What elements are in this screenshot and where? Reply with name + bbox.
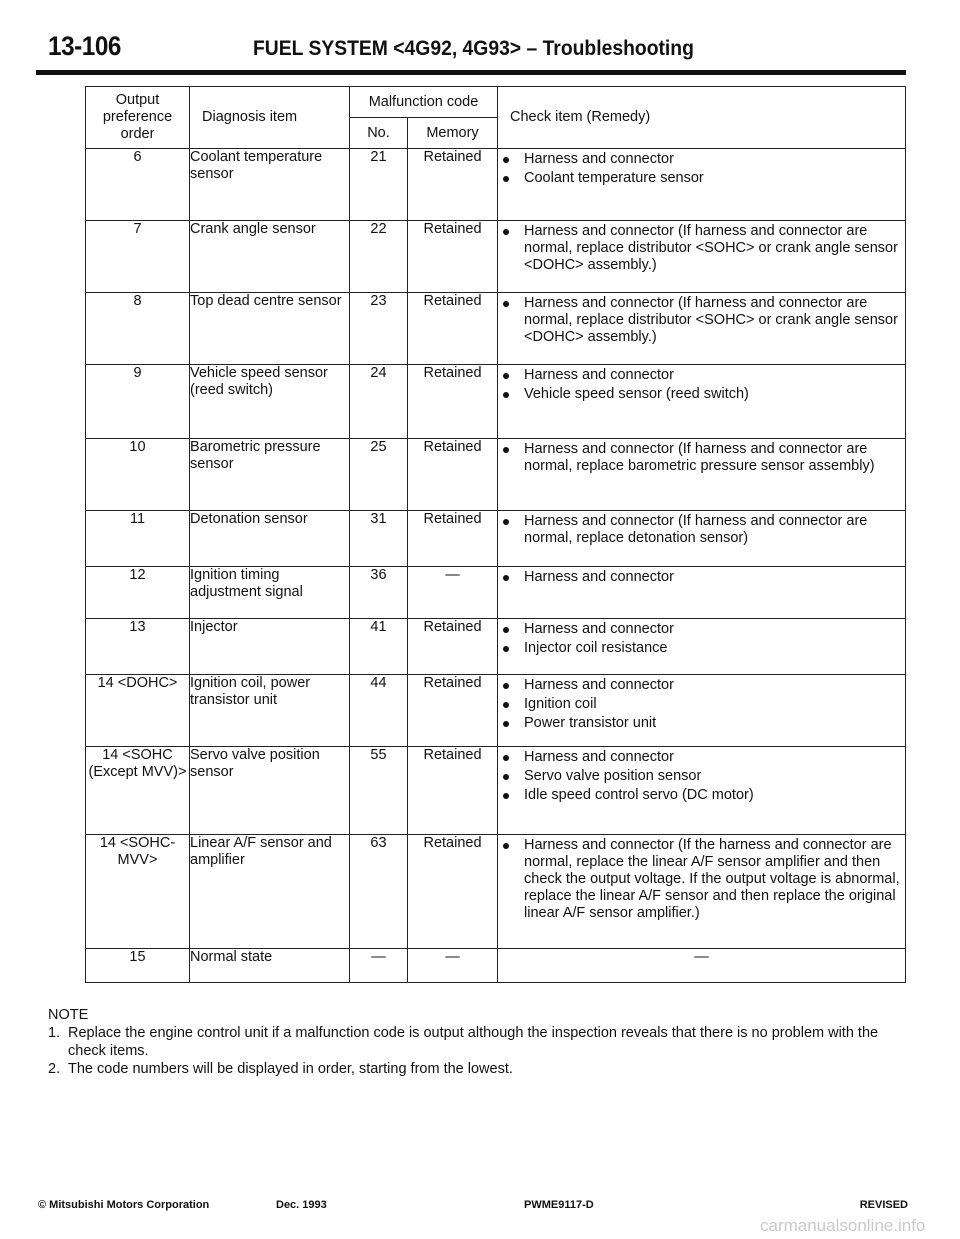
table-row bbox=[86, 293, 906, 365]
cell-code-memory: Retained bbox=[408, 149, 498, 221]
cell-check-item bbox=[498, 365, 906, 439]
table-row bbox=[86, 439, 906, 511]
table-body bbox=[86, 149, 906, 983]
bullet-icon bbox=[503, 646, 509, 652]
check-list-item bbox=[498, 696, 905, 713]
table-row bbox=[86, 747, 906, 835]
check-text: Ignition coil bbox=[524, 696, 597, 712]
page-footer bbox=[38, 1199, 908, 1215]
header-output-order: Output preference order bbox=[86, 87, 190, 149]
note-number: 2. bbox=[48, 1061, 61, 1077]
cell-check-item bbox=[498, 835, 906, 949]
cell-code-no: 44 bbox=[350, 675, 408, 747]
check-text: Harness and connector (If harness and connector are normal, replace distributor <SOHC> or crank angle sensor <DOHC> assembly.) bbox=[524, 223, 898, 273]
check-list-item bbox=[498, 223, 905, 274]
cell-output-order: 14 <SOHC-MVV> bbox=[86, 835, 190, 949]
cell-code-memory: Retained bbox=[408, 439, 498, 511]
bullet-icon bbox=[503, 627, 509, 633]
check-list bbox=[498, 151, 905, 187]
cell-output-order: 7 bbox=[86, 221, 190, 293]
cell-output-order: 8 bbox=[86, 293, 190, 365]
bullet-icon bbox=[503, 229, 509, 235]
cell-code-no: 21 bbox=[350, 149, 408, 221]
check-text: Harness and connector bbox=[524, 621, 674, 637]
table-row bbox=[86, 567, 906, 619]
cell-code-memory: Retained bbox=[408, 221, 498, 293]
bullet-icon bbox=[503, 392, 509, 398]
check-list-item bbox=[498, 677, 905, 694]
cell-code-memory: Retained bbox=[408, 293, 498, 365]
bullet-icon bbox=[503, 843, 509, 849]
cell-diagnosis-item: Injector bbox=[190, 619, 350, 675]
header-code-no: No. bbox=[350, 118, 408, 149]
check-list bbox=[498, 441, 905, 475]
check-list-item bbox=[498, 441, 905, 475]
footer-date: Dec. 1993 bbox=[276, 1199, 327, 1211]
check-list bbox=[498, 621, 905, 657]
check-list-item bbox=[498, 768, 905, 785]
cell-output-order: 12 bbox=[86, 567, 190, 619]
check-text: Coolant temperature sensor bbox=[524, 170, 704, 186]
cell-code-no: 22 bbox=[350, 221, 408, 293]
bullet-icon bbox=[503, 301, 509, 307]
check-list-item bbox=[498, 513, 905, 547]
cell-code-memory: Retained bbox=[408, 619, 498, 675]
check-list bbox=[498, 677, 905, 732]
check-list bbox=[498, 295, 905, 346]
cell-code-no: 24 bbox=[350, 365, 408, 439]
cell-diagnosis-item: Vehicle speed sensor (reed switch) bbox=[190, 365, 350, 439]
cell-code-memory: Retained bbox=[408, 511, 498, 567]
cell-diagnosis-item: Ignition coil, power transistor unit bbox=[190, 675, 350, 747]
check-list-item bbox=[498, 837, 905, 922]
check-list bbox=[498, 367, 905, 403]
cell-output-order: 10 bbox=[86, 439, 190, 511]
check-text: Power transistor unit bbox=[524, 715, 657, 731]
cell-output-order: 9 bbox=[86, 365, 190, 439]
cell-diagnosis-item: Barometric pressure sensor bbox=[190, 439, 350, 511]
check-text: Harness and connector (If harness and connector are normal, replace detonation sensor) bbox=[524, 513, 868, 546]
cell-check-item bbox=[498, 619, 906, 675]
troubleshooting-table bbox=[85, 86, 906, 983]
check-list-item bbox=[498, 715, 905, 732]
bullet-icon bbox=[503, 575, 509, 581]
check-list-item bbox=[498, 749, 905, 766]
cell-check-item bbox=[498, 149, 906, 221]
check-text: Harness and connector (If harness and connector are normal, replace barometric pressure sensor assembly) bbox=[524, 441, 875, 474]
bullet-icon bbox=[503, 774, 509, 780]
cell-check-item bbox=[498, 567, 906, 619]
header-rule bbox=[36, 70, 906, 75]
cell-diagnosis-item: Crank angle sensor bbox=[190, 221, 350, 293]
check-list bbox=[498, 513, 905, 547]
cell-check-item bbox=[498, 675, 906, 747]
cell-output-order: 14 <SOHC (Except MVV)> bbox=[86, 747, 190, 835]
bullet-icon bbox=[503, 721, 509, 727]
bullet-icon bbox=[503, 683, 509, 689]
cell-code-no: 55 bbox=[350, 747, 408, 835]
check-text: Harness and connector (If harness and connector are normal, replace distributor <SOHC> or crank angle sensor <DOHC> assembly.) bbox=[524, 295, 898, 345]
check-list-item bbox=[498, 367, 905, 384]
cell-code-memory: Retained bbox=[408, 747, 498, 835]
cell-diagnosis-item: Ignition timing adjustment signal bbox=[190, 567, 350, 619]
bullet-icon bbox=[503, 447, 509, 453]
check-list-item bbox=[498, 386, 905, 403]
table-row bbox=[86, 949, 906, 983]
cell-code-no: 31 bbox=[350, 511, 408, 567]
cell-code-memory: Retained bbox=[408, 675, 498, 747]
cell-diagnosis-item: Top dead centre sensor bbox=[190, 293, 350, 365]
note-item bbox=[48, 1060, 908, 1078]
cell-diagnosis-item: Coolant temperature sensor bbox=[190, 149, 350, 221]
check-list-item bbox=[498, 170, 905, 187]
check-text: Harness and connector bbox=[524, 367, 674, 383]
check-list-item bbox=[498, 295, 905, 346]
cell-output-order: 14 <DOHC> bbox=[86, 675, 190, 747]
footer-revision-status: REVISED bbox=[859, 1199, 908, 1211]
cell-code-no: 23 bbox=[350, 293, 408, 365]
bullet-icon bbox=[503, 176, 509, 182]
cell-code-no: 41 bbox=[350, 619, 408, 675]
cell-diagnosis-item: Normal state bbox=[190, 949, 350, 983]
table-row bbox=[86, 365, 906, 439]
bullet-icon bbox=[503, 702, 509, 708]
check-list bbox=[498, 837, 905, 922]
cell-output-order: 11 bbox=[86, 511, 190, 567]
cell-check-item bbox=[498, 221, 906, 293]
table-row bbox=[86, 221, 906, 293]
header-diagnosis-item: Diagnosis item bbox=[190, 87, 350, 149]
check-text: Harness and connector bbox=[524, 677, 674, 693]
notes-section bbox=[48, 1006, 908, 1078]
check-text: Vehicle speed sensor (reed switch) bbox=[524, 386, 749, 402]
cell-output-order: 15 bbox=[86, 949, 190, 983]
footer-copyright: © Mitsubishi Motors Corporation bbox=[38, 1199, 210, 1211]
check-list-item bbox=[498, 151, 905, 168]
check-list-item bbox=[498, 621, 905, 638]
note-text: The code numbers will be displayed in order, starting from the lowest. bbox=[68, 1061, 513, 1077]
note-number: 1. bbox=[48, 1025, 61, 1041]
table-row bbox=[86, 835, 906, 949]
cell-output-order: 6 bbox=[86, 149, 190, 221]
check-list bbox=[498, 223, 905, 274]
cell-code-memory: — bbox=[408, 949, 498, 983]
check-text: Injector coil resistance bbox=[524, 640, 668, 656]
table-row bbox=[86, 511, 906, 567]
table-row bbox=[86, 675, 906, 747]
table-row bbox=[86, 149, 906, 221]
check-list bbox=[498, 569, 905, 586]
cell-code-memory: — bbox=[408, 567, 498, 619]
cell-code-no: 25 bbox=[350, 439, 408, 511]
check-text: Idle speed control servo (DC motor) bbox=[524, 787, 754, 803]
cell-check-item bbox=[498, 747, 906, 835]
bullet-icon bbox=[503, 793, 509, 799]
check-text: Harness and connector bbox=[524, 569, 674, 585]
cell-check-item bbox=[498, 439, 906, 511]
note-title: NOTE bbox=[48, 1007, 89, 1023]
check-list bbox=[498, 749, 905, 804]
header-code-memory: Memory bbox=[408, 118, 498, 149]
header-check-item: Check item (Remedy) bbox=[498, 87, 906, 149]
page-title: FUEL SYSTEM <4G92, 4G93> – Troubleshooting bbox=[253, 37, 694, 60]
bullet-icon bbox=[503, 157, 509, 163]
bullet-icon bbox=[503, 373, 509, 379]
note-list bbox=[48, 1024, 908, 1078]
cell-code-memory: Retained bbox=[408, 835, 498, 949]
check-list-item bbox=[498, 569, 905, 586]
check-text: Servo valve position sensor bbox=[524, 768, 702, 784]
cell-code-no: 63 bbox=[350, 835, 408, 949]
cell-diagnosis-item: Detonation sensor bbox=[190, 511, 350, 567]
bullet-icon bbox=[503, 519, 509, 525]
cell-check-item bbox=[498, 511, 906, 567]
footer-document-code: PWME9117-D bbox=[524, 1199, 594, 1211]
check-text: Harness and connector (If the harness and connector are normal, replace the linear A/F sensor amplifier and then check the output voltage. If the output voltage is abnormal, replace the linear A/F sensor and then replace the original linear A/F sensor amplifier.) bbox=[524, 837, 900, 921]
check-text: Harness and connector bbox=[524, 749, 674, 765]
note-item bbox=[48, 1024, 908, 1060]
table-row bbox=[86, 619, 906, 675]
page-number: 13-106 bbox=[48, 31, 121, 61]
cell-code-memory: Retained bbox=[408, 365, 498, 439]
cell-check-item bbox=[498, 293, 906, 365]
check-text: Harness and connector bbox=[524, 151, 674, 167]
cell-diagnosis-item: Servo valve position sensor bbox=[190, 747, 350, 835]
cell-output-order: 13 bbox=[86, 619, 190, 675]
cell-code-no: — bbox=[350, 949, 408, 983]
watermark: carmanualsonline.info bbox=[760, 1216, 926, 1235]
cell-check-item: — bbox=[498, 949, 906, 983]
header-malfunction-code: Malfunction code bbox=[350, 87, 498, 118]
check-list-item bbox=[498, 640, 905, 657]
bullet-icon bbox=[503, 755, 509, 761]
cell-diagnosis-item: Linear A/F sensor and amplifier bbox=[190, 835, 350, 949]
check-list-item bbox=[498, 787, 905, 804]
note-text: Replace the engine control unit if a malfunction code is output although the inspection reveals that there is no problem with the check items. bbox=[68, 1025, 879, 1059]
cell-code-no: 36 bbox=[350, 567, 408, 619]
